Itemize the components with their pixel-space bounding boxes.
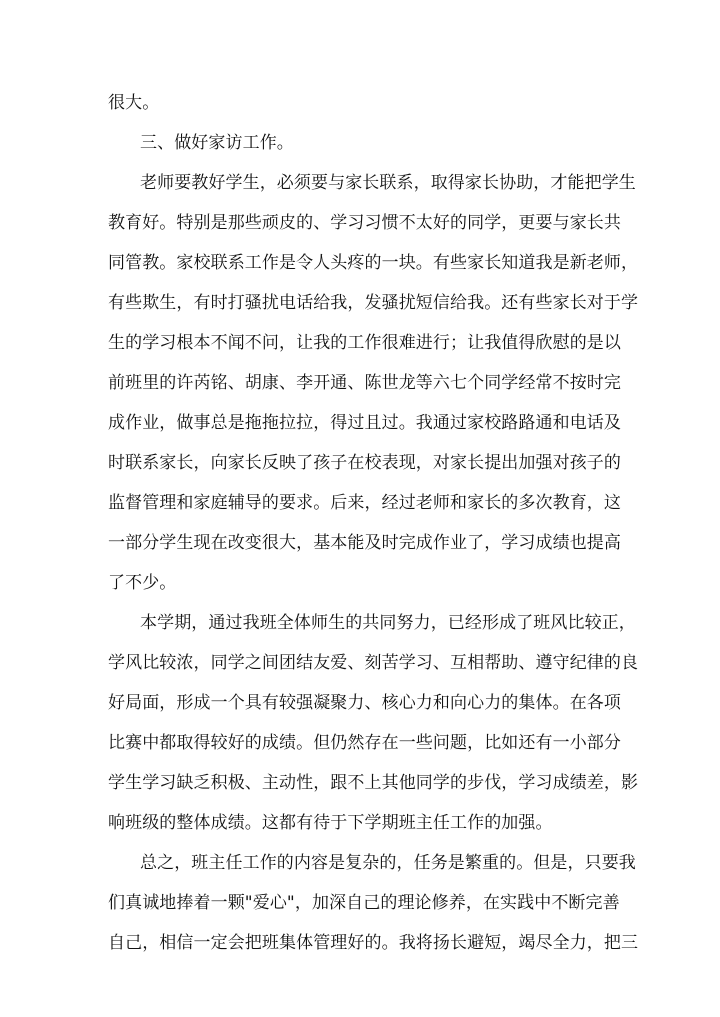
text-line: 好局面，形成一个具有较强凝聚力、核心力和向心力的集体。在各项 xyxy=(108,693,621,713)
text-line: 监督管理和家庭辅导的要求。后来，经过老师和家长的多次教育，这 xyxy=(108,493,621,513)
text-line: 响班级的整体成绩。这都有待于下学期班主任工作的加强。 xyxy=(108,813,553,833)
text-line: 总之，班主任工作的内容是复杂的，任务是繁重的。但是，只要我 xyxy=(140,853,636,873)
text-line: 一部分学生现在改变很大，基本能及时完成作业了，学习成绩也提高 xyxy=(108,533,621,553)
text-line: 本学期，通过我班全体师生的共同努力，已经形成了班风比较正， xyxy=(140,613,636,633)
text-line: 同管教。家校联系工作是令人头疼的一块。有些家长知道我是新老师， xyxy=(108,253,639,273)
text-line: 自己，相信一定会把班集体管理好的。我将扬长避短，竭尽全力，把三 xyxy=(108,933,639,953)
section-heading: 三、做好家访工作。 xyxy=(140,133,294,153)
text-line: 时联系家长，向家长反映了孩子在校表现，对家长提出加强对孩子的 xyxy=(108,453,621,473)
text-line: 们真诚地捧着一颗"爱心"，加深自己的理论修养，在实践中不断完善 xyxy=(108,893,620,913)
text-line: 有些欺生，有时打骚扰电话给我，发骚扰短信给我。还有些家长对于学 xyxy=(108,293,639,313)
text-line: 前班里的许芮铭、胡康、李开通、陈世龙等六七个同学经常不按时完 xyxy=(108,373,621,393)
text-line: 生的学习根本不闻不问，让我的工作很难进行；让我值得欣慰的是以 xyxy=(108,333,621,353)
text-line: 比赛中都取得较好的成绩。但仍然存在一些问题，比如还有一小部分 xyxy=(108,733,621,753)
text-line: 教育好。特别是那些顽皮的、学习习惯不太好的同学，更要与家长共 xyxy=(108,213,621,233)
text-line: 学生学习缺乏积极、主动性，跟不上其他同学的步伐，学习成绩差，影 xyxy=(108,773,639,793)
text-line: 成作业，做事总是拖拖拉拉，得过且过。我通过家校路路通和电话及 xyxy=(108,413,621,433)
text-line: 很大。 xyxy=(108,93,160,113)
text-line: 学风比较浓，同学之间团结友爱、刻苦学习、互相帮助、遵守纪律的良 xyxy=(108,653,639,673)
text-line: 老师要教好学生，必须要与家长联系，取得家长协助，才能把学生 xyxy=(140,173,636,193)
text-line: 了不少。 xyxy=(108,573,177,593)
